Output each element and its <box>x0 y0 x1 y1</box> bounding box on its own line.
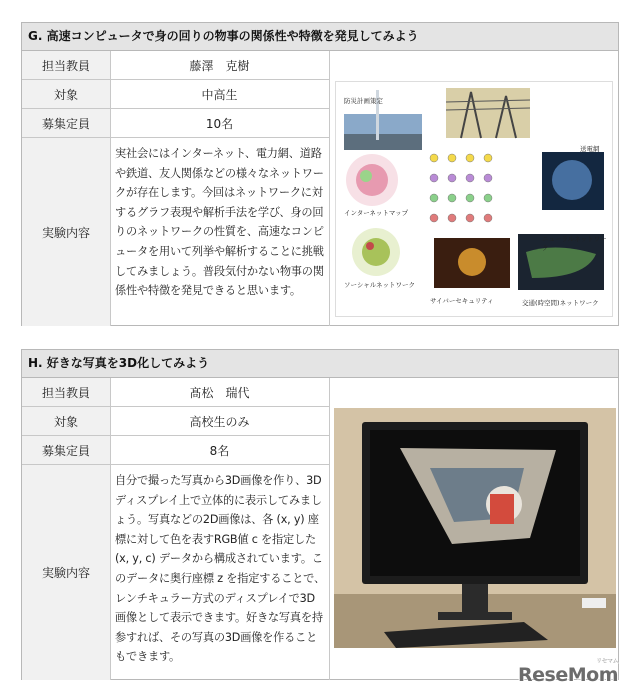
collage-label: インターネットマップ <box>344 209 409 217</box>
row-value: 藤澤 克樹 <box>110 51 330 79</box>
row-label: 実験内容 <box>22 138 111 326</box>
row-content <box>22 465 330 680</box>
row-capacity <box>22 109 330 138</box>
row-capacity <box>22 436 330 465</box>
row-value: 髙松 瑞代 <box>110 378 330 406</box>
section-h-title: H. 好きな写真を3D化してみよう <box>22 350 618 378</box>
network-collage-image <box>335 81 613 317</box>
row-teacher <box>22 378 330 407</box>
collage-label: ニューラルネットワーク <box>542 235 607 252</box>
collage-label: 送電網 <box>580 145 600 153</box>
row-content <box>22 138 330 326</box>
row-value: 8名 <box>110 436 330 464</box>
collage-label: 防災計画策定 <box>344 97 383 105</box>
3d-display-graphic <box>334 408 616 648</box>
section-g <box>21 22 619 326</box>
row-label: 実験内容 <box>22 465 111 680</box>
row-target <box>22 407 330 436</box>
3d-display-photo <box>334 408 616 648</box>
section-h <box>21 349 619 680</box>
row-label: 対象 <box>22 407 111 435</box>
row-value: 自分で撮った写真から3D画像を作り、3Dディスプレイ上で立体的に表示してみましょう。写真などの2D画像は、各 (x, y) 座標に対して色を表すRGB値 c を指定した (x, y, c) データから構成されています。このデータに奥行座標 z を指定することで、レンチキュラー方式のディスプレイで3D画像として表示できます。好きな写真を持参すれば、その写真の3D画像を作ることもできます。 <box>110 465 330 680</box>
collage-label: ソーシャルネットワーク <box>344 281 416 289</box>
row-target <box>22 80 330 109</box>
row-label: 募集定員 <box>22 436 111 464</box>
row-label: 担当教員 <box>22 51 111 79</box>
collage-label: 交通(時空間)ネットワーク <box>522 299 599 307</box>
row-value: 高校生のみ <box>110 407 330 435</box>
resemom-logo: ReseMom リセマム <box>518 658 618 686</box>
row-label: 対象 <box>22 80 111 108</box>
row-label: 担当教員 <box>22 378 111 406</box>
row-label: 募集定員 <box>22 109 111 137</box>
row-teacher <box>22 51 330 80</box>
row-value: 実社会にはインターネット、電力網、道路や鉄道、友人関係などの様々なネットワークが存在します。今回はネットワークに対するグラフ表現や解析手法を学び、身の回りのネットワークの性質を、高速なコンピュータを用いて列挙や解析することに挑戦してみましょう。普段気付かない物事の関係性や特徴を発見できると思います。 <box>110 138 330 326</box>
row-value: 10名 <box>110 109 330 137</box>
row-value: 中高生 <box>110 80 330 108</box>
section-g-title: G. 高速コンピュータで身の回りの物事の関係性や特徴を発見してみよう <box>22 23 618 51</box>
collage-label: サイバーセキュリティ <box>430 297 494 305</box>
